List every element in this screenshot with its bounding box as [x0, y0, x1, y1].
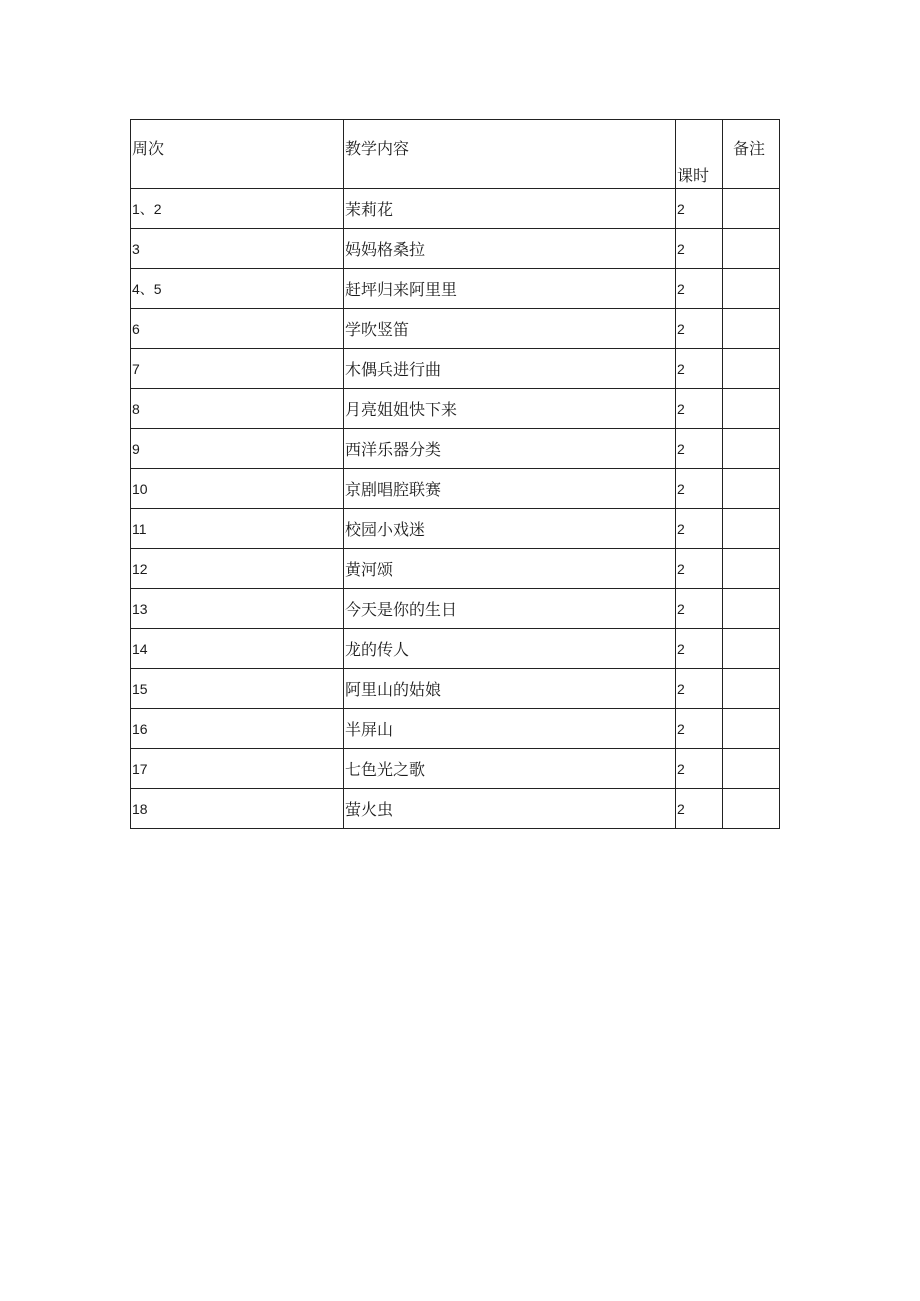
- header-content: 教学内容: [344, 120, 676, 189]
- table-row: [131, 309, 780, 349]
- week-cell: 15: [131, 669, 344, 709]
- note-cell: [723, 509, 780, 549]
- content-cell: 妈妈格桑拉: [344, 229, 676, 269]
- table-row: [131, 389, 780, 429]
- hours-cell: 2: [676, 429, 723, 469]
- week-cell: 14: [131, 629, 344, 669]
- week-cell: 7: [131, 349, 344, 389]
- week-cell: 3: [131, 229, 344, 269]
- content-cell: 阿里山的姑娘: [344, 669, 676, 709]
- note-cell: [723, 309, 780, 349]
- content-cell: 萤火虫: [344, 789, 676, 829]
- table-row: [131, 749, 780, 789]
- hours-cell: 2: [676, 709, 723, 749]
- table-row: [131, 189, 780, 229]
- content-cell: 七色光之歌: [344, 749, 676, 789]
- week-cell: 1、2: [131, 189, 344, 229]
- week-cell: 4、5: [131, 269, 344, 309]
- table-header-row: [131, 120, 780, 189]
- note-cell: [723, 709, 780, 749]
- hours-cell: 2: [676, 389, 723, 429]
- teaching-schedule-table: [130, 119, 780, 829]
- table-row: [131, 429, 780, 469]
- week-cell: 17: [131, 749, 344, 789]
- week-cell: 16: [131, 709, 344, 749]
- hours-cell: 2: [676, 789, 723, 829]
- note-cell: [723, 549, 780, 589]
- note-cell: [723, 229, 780, 269]
- header-week: 周次: [131, 120, 344, 189]
- hours-cell: 2: [676, 269, 723, 309]
- hours-cell: 2: [676, 589, 723, 629]
- content-cell: 学吹竖笛: [344, 309, 676, 349]
- week-cell: 8: [131, 389, 344, 429]
- week-cell: 9: [131, 429, 344, 469]
- content-cell: 校园小戏迷: [344, 509, 676, 549]
- hours-cell: 2: [676, 629, 723, 669]
- week-cell: 6: [131, 309, 344, 349]
- week-cell: 18: [131, 789, 344, 829]
- note-cell: [723, 789, 780, 829]
- note-cell: [723, 189, 780, 229]
- content-cell: 月亮姐姐快下来: [344, 389, 676, 429]
- note-cell: [723, 429, 780, 469]
- content-cell: 黄河颂: [344, 549, 676, 589]
- hours-cell: 2: [676, 509, 723, 549]
- table-row: [131, 229, 780, 269]
- content-cell: 京剧唱腔联赛: [344, 469, 676, 509]
- note-cell: [723, 669, 780, 709]
- note-cell: [723, 629, 780, 669]
- note-cell: [723, 389, 780, 429]
- note-cell: [723, 749, 780, 789]
- content-cell: 龙的传人: [344, 629, 676, 669]
- table-row: [131, 469, 780, 509]
- content-cell: 赶坪归来阿里里: [344, 269, 676, 309]
- table-row: [131, 509, 780, 549]
- table-row: [131, 549, 780, 589]
- header-note: 备注: [723, 120, 780, 189]
- table-row: [131, 669, 780, 709]
- table-row: [131, 789, 780, 829]
- content-cell: 今天是你的生日: [344, 589, 676, 629]
- note-cell: [723, 469, 780, 509]
- note-cell: [723, 589, 780, 629]
- hours-cell: 2: [676, 669, 723, 709]
- hours-cell: 2: [676, 749, 723, 789]
- hours-cell: 2: [676, 309, 723, 349]
- hours-cell: 2: [676, 469, 723, 509]
- table-row: [131, 709, 780, 749]
- table-row: [131, 589, 780, 629]
- header-hours: 课时: [676, 120, 723, 189]
- note-cell: [723, 349, 780, 389]
- content-cell: 半屏山: [344, 709, 676, 749]
- week-cell: 13: [131, 589, 344, 629]
- hours-cell: 2: [676, 549, 723, 589]
- week-cell: 12: [131, 549, 344, 589]
- content-cell: 木偶兵进行曲: [344, 349, 676, 389]
- table-row: [131, 349, 780, 389]
- week-cell: 10: [131, 469, 344, 509]
- note-cell: [723, 269, 780, 309]
- content-cell: 茉莉花: [344, 189, 676, 229]
- table-body: [131, 189, 780, 829]
- week-cell: 11: [131, 509, 344, 549]
- content-cell: 西洋乐器分类: [344, 429, 676, 469]
- hours-cell: 2: [676, 229, 723, 269]
- hours-cell: 2: [676, 349, 723, 389]
- table-row: [131, 629, 780, 669]
- table-row: [131, 269, 780, 309]
- hours-cell: 2: [676, 189, 723, 229]
